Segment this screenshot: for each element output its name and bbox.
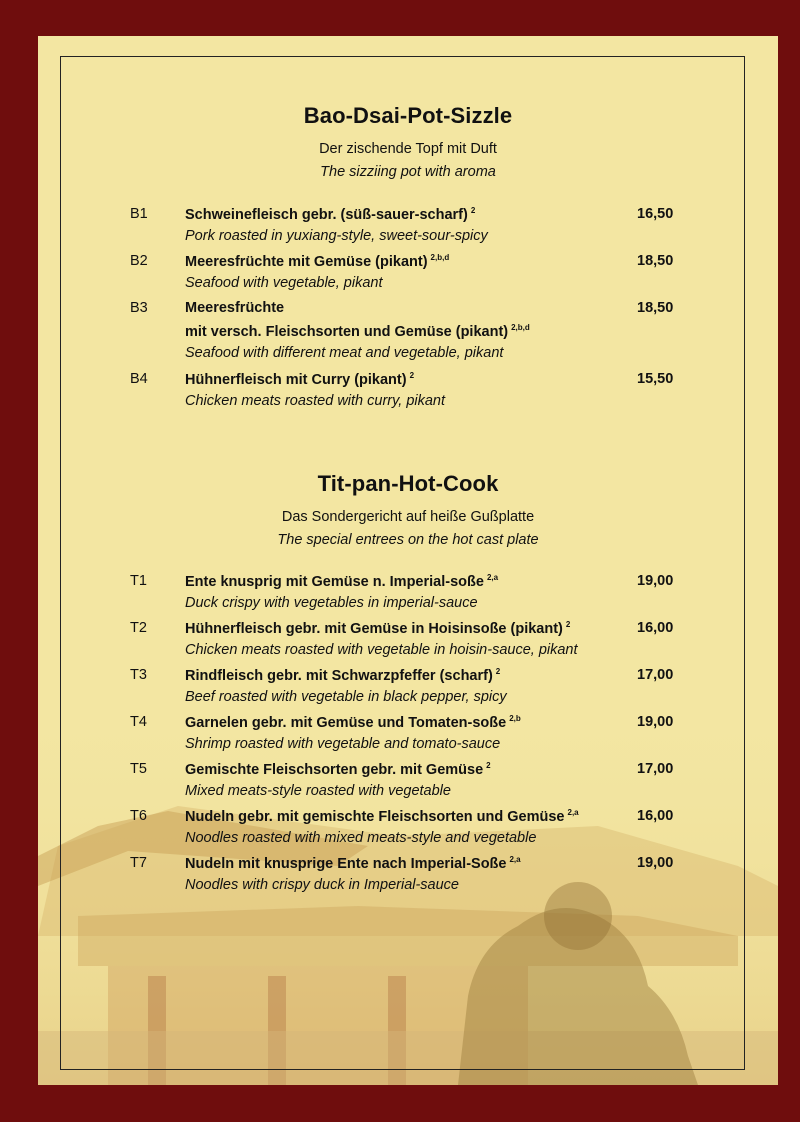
allergen-note: 2 [409,371,415,380]
allergen-note: 2 [495,667,501,676]
allergen-note: 2,b,d [511,323,530,332]
item-name-de: Nudeln gebr. mit gemischte Fleischsorten und Gemüse $^{2,a}$ [185,808,579,825]
item-price: 19,00 [637,855,674,871]
section-title-tit-pan: Tit-pan-Hot-Cook [317,471,499,496]
item-code: B2 [130,253,148,269]
item-name-de: Nudeln mit knusprige Ente nach Imperial-Soße $^{2,a}$ [185,855,521,872]
menu-page [38,36,778,1085]
item-price: 19,00 [637,714,674,730]
item-code: B1 [130,206,148,222]
item-name-de: Ente knusprig mit Gemüse n. Imperial-soße $^{2,a}$ [185,573,499,590]
item-price: 19,00 [637,573,674,589]
item-name-de: Schweinefleisch gebr. (süß-sauer-scharf) $^2$ [185,206,476,223]
item-code: B4 [130,371,148,387]
item-name-de: Meeresfrüchte mit Gemüse (pikant) $^{2,b,d}$ [185,253,450,270]
item-price: 17,00 [637,761,674,777]
item-code: T2 [130,620,147,636]
item-price: 16,50 [637,206,674,222]
item-name-de: Garnelen gebr. mit Gemüse und Tomaten-soße $^{2,b}$ [185,714,521,731]
item-name-de: Rindfleisch gebr. mit Schwarzpfeffer (scharf) $^2$ [185,667,501,684]
allergen-note: 2 [486,761,491,770]
item-price: 18,50 [637,300,674,316]
section-subtitle-de: Der zischende Topf mit Duft [319,141,497,157]
item-name-de-line2: mit versch. Fleischsorten und Gemüse (pikant) $^{2,b,d}$ [185,323,530,340]
item-code: T3 [130,667,147,683]
item-name-de: Meeresfrüchte [185,300,285,316]
item-name-en: Duck crispy with vegetables in imperial-sauce [185,595,478,611]
item-name-de: Hühnerfleisch mit Curry (pikant) $^2$ [185,371,415,388]
item-code: B3 [130,300,148,316]
item-name-en: Chicken meats roasted with vegetable in hoisin-sauce, pikant [185,642,578,658]
item-code: T6 [130,808,147,824]
item-name-en: Seafood with vegetable, pikant [185,275,383,291]
section-subtitle-en: The special entrees on the hot cast plate [277,532,539,548]
item-name-de: Gemischte Fleischsorten gebr. mit Gemüse $^2$ [185,761,491,778]
item-name-en: Noodles roasted with mixed meats-style and vegetable [185,830,537,846]
item-code: T4 [130,714,147,730]
item-price: 15,50 [637,371,674,387]
item-name-de: Hühnerfleisch gebr. mit Gemüse in Hoisinsoße (pikant) $^2$ [185,620,571,637]
item-price: 17,00 [637,667,674,683]
item-name-en: Chicken meats roasted with curry, pikant [185,393,446,409]
item-name-en: Shrimp roasted with vegetable and tomato-sauce [185,736,501,752]
allergen-note: 2 [565,620,571,629]
item-code: T1 [130,573,147,589]
section-title-bao-dsai: Bao-Dsai-Pot-Sizzle [303,103,513,128]
allergen-note: 2,b [509,714,521,723]
item-name-en: Seafood with different meat and vegetable, pikant [185,345,504,361]
item-name-en: Pork roasted in yuxiang-style, sweet-sour-spicy [185,228,488,244]
item-price: 18,50 [637,253,674,269]
item-price: 16,00 [637,620,674,636]
allergen-note: 2,a [509,855,521,864]
item-name-en: Beef roasted with vegetable in black pepper, spicy [185,689,507,705]
allergen-note: 2,a [486,573,499,582]
allergen-note: 2,a [567,808,579,817]
allergen-note: 2,b,d [430,253,450,262]
allergen-note: 2 [470,206,476,215]
section-subtitle-en: The sizziing pot with aroma [320,164,496,180]
item-code: T5 [130,761,147,777]
item-name-en: Noodles with crispy duck in Imperial-sauce [185,877,459,893]
section-subtitle-de: Das Sondergericht auf heiße Gußplatte [281,509,535,525]
item-price: 16,00 [637,808,674,824]
item-code: T7 [130,855,147,871]
item-name-en: Mixed meats-style roasted with vegetable [185,783,451,799]
